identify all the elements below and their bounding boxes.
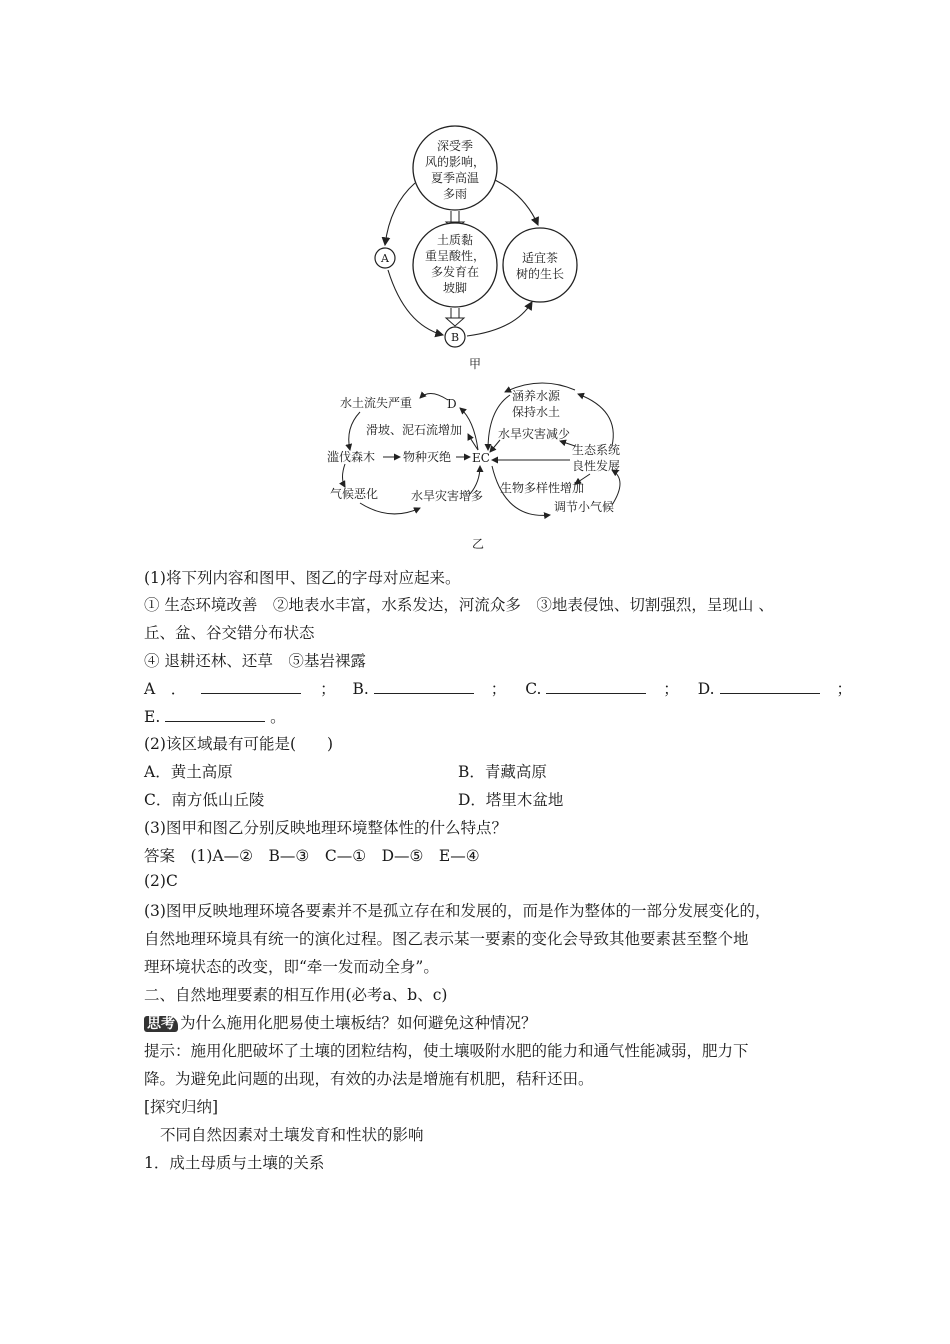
blank-c-label: C. bbox=[525, 680, 542, 698]
circle-tea bbox=[503, 228, 577, 302]
hint-line-2: 降。为避免此问题的出现，有效的办法是增施有机肥，秸秆还田。 bbox=[144, 1070, 594, 1088]
option-d: D．塔里木盆地 bbox=[458, 791, 564, 809]
answer-3-line-1: (3)图甲反映地理环境各要素并不是孤立存在和发展的，而是作为整体的一部分发展变化的， bbox=[144, 902, 771, 920]
explore-heading: [探究归纳] bbox=[144, 1098, 219, 1116]
extinction-label: 物种灭绝 bbox=[403, 450, 452, 464]
answer-blanks-line-2 bbox=[144, 705, 286, 727]
caption-jia: 甲 bbox=[468, 357, 482, 371]
q1-items-line-1: ① 生态环境改善 ②地表水丰富，水系发达，河流众多 ③地表侵蚀、切割强烈，呈现山 、 bbox=[144, 596, 774, 614]
answer-3-line-2: 自然地理环境具有统一的演化过程。图乙表示某一要素的变化会导致其他要素甚至整个地 bbox=[144, 930, 749, 948]
think-question-line bbox=[144, 1011, 537, 1033]
blank-e-field[interactable] bbox=[165, 707, 265, 722]
option-b: B．青藏高原 bbox=[458, 763, 547, 781]
arrow-climate-to-tea bbox=[495, 180, 538, 225]
water-conservation-2: 保持水土 bbox=[512, 405, 561, 419]
node-ec-label: EC bbox=[472, 451, 490, 465]
climate-line-3: 夏季高温 bbox=[430, 171, 480, 185]
think-question: 为什么施用化肥易使土壤板结？如何避免这种情况？ bbox=[180, 1014, 537, 1032]
arrow-eco-biodiv bbox=[575, 474, 590, 484]
microclimate-label: 调节小气候 bbox=[554, 500, 615, 514]
arrow-water-top bbox=[505, 383, 575, 392]
blank-d-label: D. bbox=[697, 680, 715, 698]
arrow-disaster-ec bbox=[470, 466, 480, 494]
answer-2: (2)C bbox=[144, 872, 178, 890]
deforestation-label: 滥伐森木 bbox=[327, 450, 376, 464]
arrow-erosion-deforest bbox=[349, 412, 360, 450]
arrow-d-erosion bbox=[420, 393, 448, 400]
blank-c-field[interactable] bbox=[546, 679, 646, 694]
soil-line-3: 多发育在 bbox=[430, 265, 480, 279]
question-2: (2)该区域最有可能是( ) bbox=[144, 735, 334, 753]
diagram-jia bbox=[0, 0, 950, 380]
arrow-disaster-dec-ec bbox=[490, 440, 500, 452]
q1-items-line-2: 丘、盆、谷交错分布状态 bbox=[144, 624, 315, 642]
factors-heading: 不同自然因素对土壤发育和性状的影响 bbox=[160, 1126, 424, 1144]
arrow-eco-disaster-dec bbox=[560, 441, 575, 446]
caption-yi: 乙 bbox=[471, 537, 485, 551]
arrow-ec-landslide bbox=[468, 434, 478, 450]
answer-blanks-line-1 bbox=[144, 677, 852, 699]
tea-line-1: 适宜茶 bbox=[521, 251, 559, 265]
think-badge: 思考 bbox=[144, 1016, 178, 1032]
end-period: 。 bbox=[270, 708, 286, 726]
soil-line-1: 土质黏 bbox=[436, 233, 474, 247]
answer-3-line-3: 理环境状态的改变，即“牵一发而动全身”。 bbox=[144, 958, 439, 976]
question-1: (1)将下列内容和图甲、图乙的字母对应起来。 bbox=[144, 569, 461, 587]
water-conservation-1: 涵养水源 bbox=[512, 389, 561, 403]
climate-line-1: 深受季 bbox=[436, 139, 474, 153]
double-arrow-down-2 bbox=[446, 308, 464, 326]
blank-a-field[interactable] bbox=[201, 679, 301, 694]
arrow-eco-water bbox=[578, 394, 613, 446]
arrow-micro-eco bbox=[612, 470, 620, 505]
arrow-climate-disaster bbox=[360, 503, 420, 514]
climate-line-2: 风的影响， bbox=[424, 155, 486, 169]
section-2-heading: 二、自然地理要素的相互作用(必考a、b、c) bbox=[144, 986, 448, 1004]
blank-e-label: E. bbox=[144, 708, 161, 726]
arrow-ec-micro bbox=[492, 466, 550, 515]
question-3: (3)图甲和图乙分别反映地理环境整体性的什么特点？ bbox=[144, 819, 507, 837]
arrow-water-to-ec bbox=[488, 395, 510, 450]
sep-4: ； bbox=[836, 680, 852, 698]
arrow-b-to-tea bbox=[467, 302, 532, 336]
sep-3: ； bbox=[663, 680, 679, 698]
node-d-label: D bbox=[447, 397, 457, 411]
eco-good-1: 生态系统 bbox=[572, 443, 621, 457]
item-1-heading: 1．成土母质与土壤的关系 bbox=[144, 1154, 325, 1172]
soil-line-2: 重呈酸性， bbox=[424, 249, 486, 263]
blank-d-field[interactable] bbox=[720, 679, 820, 694]
biodiversity-label: 生物多样性增加 bbox=[500, 481, 585, 495]
landslide-label: 滑坡、泥石流增加 bbox=[366, 423, 463, 437]
node-a-label: A bbox=[381, 252, 389, 265]
tea-line-2: 树的生长 bbox=[515, 267, 565, 281]
q1-items-line-3: ④ 退耕还林、还草 ⑤基岩裸露 bbox=[144, 652, 366, 670]
arrow-ec-d bbox=[460, 408, 478, 450]
sep-1: ； bbox=[320, 680, 336, 698]
arrow-deforest-climate bbox=[343, 464, 346, 487]
answer-1: 答案 (1)A—② B—③ C—① D—⑤ E—④ bbox=[144, 847, 480, 865]
option-a: A．黄土高原 bbox=[144, 763, 233, 781]
eco-good-2: 良性发展 bbox=[572, 459, 621, 473]
blank-b-field[interactable] bbox=[374, 679, 474, 694]
soil-line-4: 坡脚 bbox=[442, 281, 468, 295]
climate-line-4: 多雨 bbox=[442, 187, 468, 201]
blank-b-label: B. bbox=[352, 680, 369, 698]
option-c: C．南方低山丘陵 bbox=[144, 791, 265, 809]
sep-2: ； bbox=[490, 680, 507, 698]
hint-line-1: 提示：施用化肥破坏了土壤的团粒结构，使土壤吸附水肥的能力和通气性能减弱，肥力下 bbox=[144, 1042, 749, 1060]
soil-erosion-label: 水土流失严重 bbox=[340, 396, 413, 410]
disaster-increase-label: 水旱灾害增多 bbox=[411, 489, 484, 503]
node-b-label: B bbox=[450, 331, 460, 344]
blank-a-label: A ． bbox=[144, 680, 187, 698]
disaster-decrease-label: 水旱灾害减少 bbox=[498, 427, 571, 441]
arrow-climate-to-a bbox=[385, 183, 415, 245]
climate-worse-label: 气候恶化 bbox=[330, 487, 379, 501]
